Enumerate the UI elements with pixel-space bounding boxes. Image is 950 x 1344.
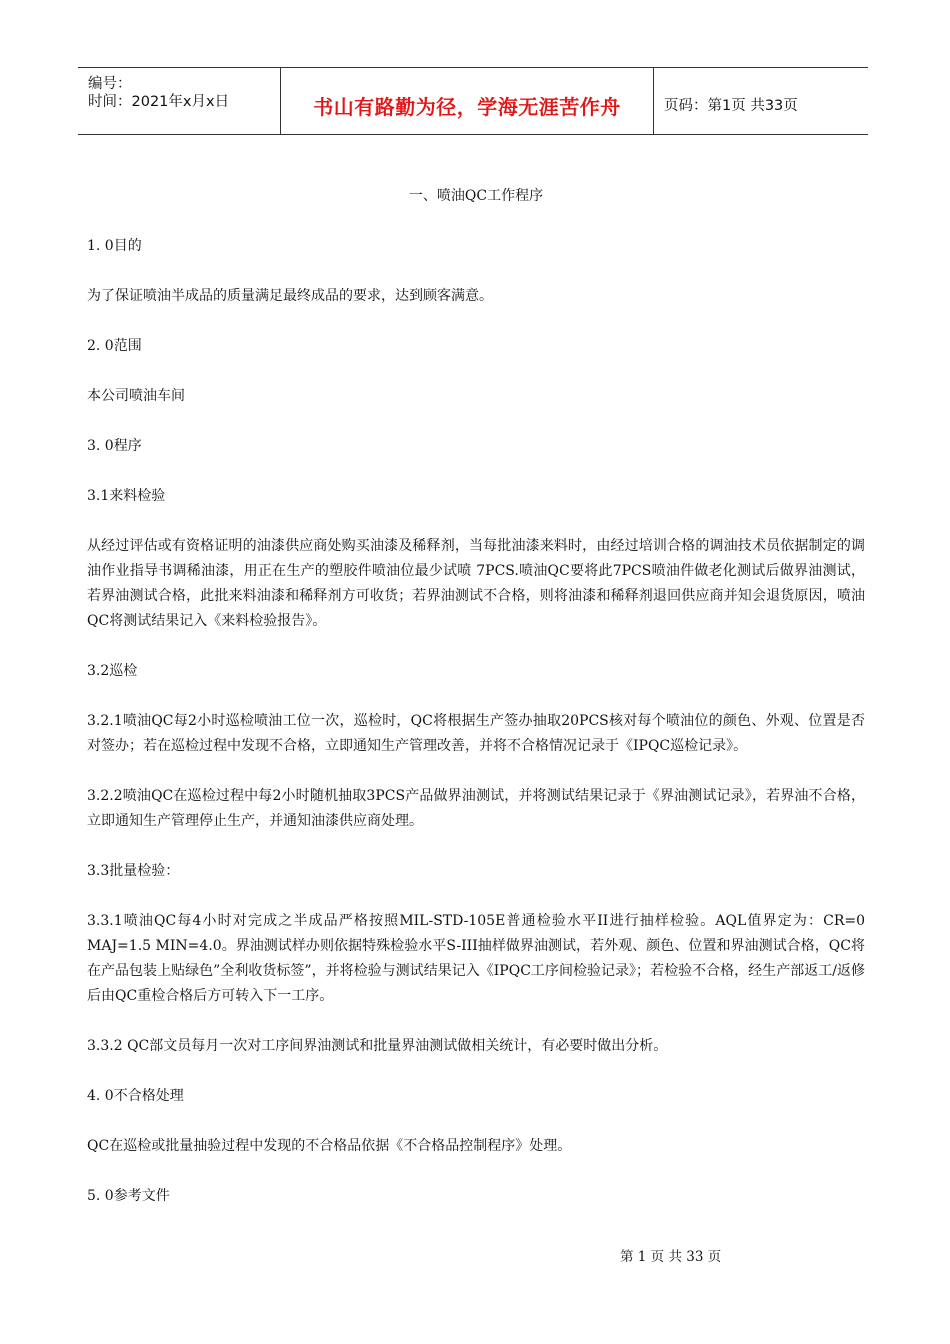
page-footer: 第 1 页 共 33 页	[620, 1249, 722, 1265]
document-number-label: 编号：	[88, 76, 132, 92]
document-title: 一、喷油QC工作程序	[408, 188, 544, 204]
document-time-label: 时间：2021年x月x日	[88, 94, 230, 110]
section-heading-procedure: 3. 0程序	[87, 438, 142, 454]
header-motto: 书山有路勤为径，学海无涯苦作舟	[313, 95, 621, 119]
header-motto-cell	[281, 68, 654, 134]
paragraph: 本公司喷油车间	[87, 388, 185, 404]
header-page-cell	[654, 68, 868, 134]
paragraph: 3.3.1喷油QC每4小时对完成之半成品严格按照MIL-STD-105E普通检验水平II进行抽样检验。AQL值界定为：CR=0 MAJ=1.5 MIN=4.0。界油测试样办则依据特殊检验水平S-III抽样做界油测试，若外观、颜色、位置和界油测试合格，QC将在产品包装上贴绿色”全利收货标签”，并将检验与测试结果记入《IPQC工序间检验记录》；若检验不合格，经生产部返工/返修后由QC重检合格后方可转入下一工序。	[87, 913, 865, 1004]
section-heading-scope: 2. 0范围	[87, 338, 142, 354]
paragraph: 3.3.2 QC部文员每月一次对工序间界油测试和批量界油测试做相关统计，有必要时做出分析。	[87, 1038, 668, 1054]
section-heading-nonconformity: 4. 0不合格处理	[87, 1088, 184, 1104]
subsection-heading: 3.3批量检验：	[87, 863, 180, 879]
subsection-heading: 3.2巡检	[87, 663, 138, 679]
subsection-heading: 3.1来料检验	[87, 488, 166, 504]
paragraph: 3.2.1喷油QC每2小时巡检喷油工位一次，巡检时，QC将根据生产签办抽取20PCS核对每个喷油位的颜色、外观、位置是否对签办；若在巡检过程中发现不合格，立即通知生产管理改善，并将不合格情况记录于《IPQC巡检记录》。	[87, 713, 865, 754]
section-heading-references: 5. 0参考文件	[87, 1188, 170, 1204]
paragraph: 为了保证喷油半成品的质量满足最终成品的要求，达到顾客满意。	[87, 288, 493, 304]
page-header	[78, 67, 868, 135]
paragraph: 3.2.2喷油QC在巡检过程中每2小时随机抽取3PCS产品做界油测试，并将测试结果记录于《界油测试记录》，若界油不合格，立即通知生产管理停止生产，并通知油漆供应商处理。	[87, 788, 865, 829]
paragraph: 从经过评估或有资格证明的油漆供应商处购买油漆及稀释剂，当每批油漆来料时，由经过培训合格的调油技术员依据制定的调油作业指导书调稀油漆，用正在生产的塑胶件喷油位最少试喷 7PCS.喷油QC要将此7PCS喷油件做老化测试后做界油测试，若界油测试合格，此批来料油漆和稀释剂方可收货；若界油测试不合格，则将油漆和稀释剂退回供应商并知会退货原因，喷油QC将测试结果记入《来料检验报告》。	[87, 538, 865, 629]
header-page-info: 页码：第1页 共33页	[664, 98, 798, 114]
section-heading-purpose: 1. 0目的	[87, 238, 142, 254]
document-body	[87, 184, 865, 1234]
header-meta-cell	[78, 68, 281, 134]
paragraph: QC在巡检或批量抽验过程中发现的不合格品依据《不合格品控制程序》处理。	[87, 1138, 572, 1154]
